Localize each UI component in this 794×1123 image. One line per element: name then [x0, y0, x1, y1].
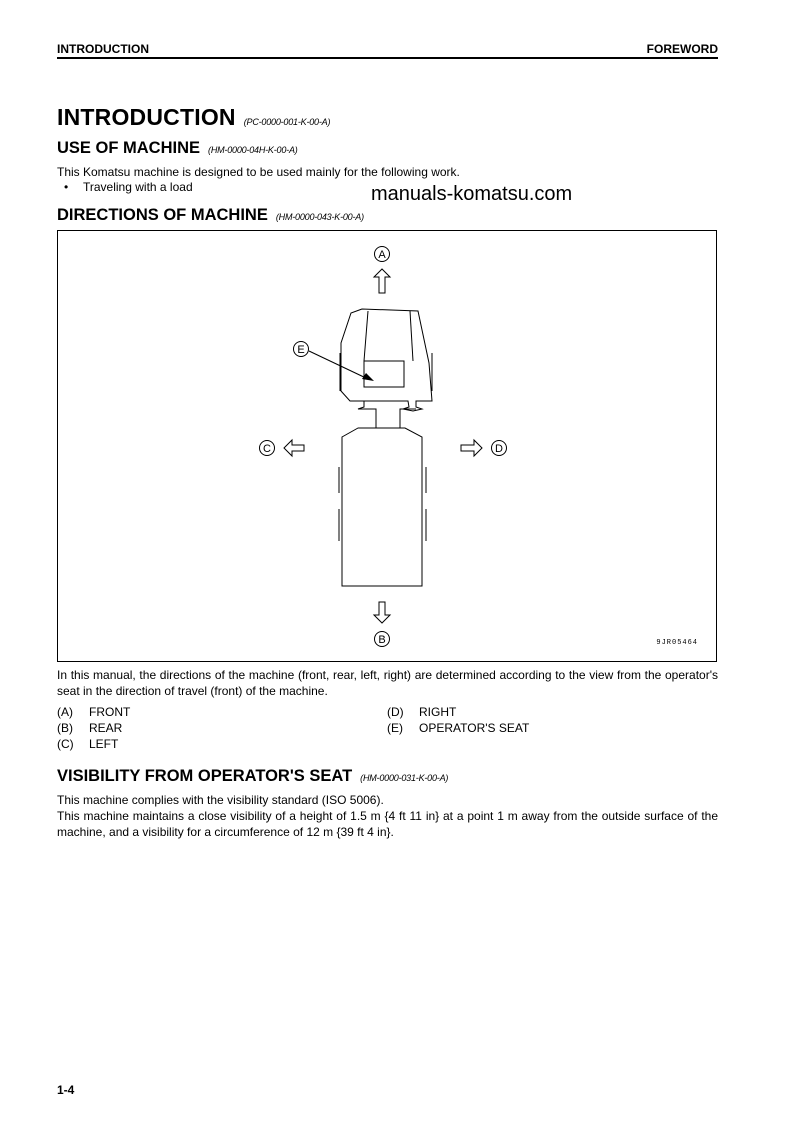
header-section-left: INTRODUCTION	[57, 42, 149, 56]
direction-item-seat	[387, 721, 529, 735]
use-of-machine-code: (HM-0000-04H-K-00-A)	[208, 145, 298, 155]
header-divider	[57, 57, 718, 59]
direction-letter: (B)	[57, 721, 73, 735]
directions-text: In this manual, the directions of the machine (front, rear, left, right) are determined according to the view from the operator's seat in the direction of travel (front) of the machine.	[57, 668, 718, 698]
direction-label: FRONT	[89, 705, 131, 719]
rear-label: B	[378, 634, 386, 646]
figure-code: 9JR05464	[656, 639, 698, 647]
right-arrow-icon	[461, 440, 482, 456]
direction-letter: (E)	[387, 721, 403, 735]
direction-item-front	[57, 705, 130, 719]
page-title	[57, 104, 330, 131]
front-arrow-icon	[374, 269, 390, 293]
articulation-joint	[358, 401, 416, 428]
direction-item-rear	[57, 721, 122, 735]
use-of-machine-heading-text: USE OF MACHINE	[57, 139, 201, 157]
front-frame-line	[410, 311, 413, 361]
bullet-text: Traveling with a load	[83, 180, 193, 194]
directions-heading	[57, 206, 364, 225]
use-of-machine-bullet	[64, 180, 193, 194]
watermark-text: manuals-komatsu.com	[371, 183, 573, 205]
page-number: 1-4	[57, 1083, 75, 1097]
operator-seat-box	[364, 361, 404, 387]
rear-frame-outline	[342, 428, 422, 586]
directions-heading-text: DIRECTIONS OF MACHINE	[57, 206, 268, 224]
seat-label: E	[297, 344, 305, 356]
bullet-mark: •	[64, 180, 69, 194]
use-of-machine-text: This Komatsu machine is designed to be used mainly for the following work.	[57, 165, 460, 179]
direction-letter: (D)	[387, 705, 404, 719]
page-title-code: (PC-0000-001-K-00-A)	[243, 117, 331, 127]
direction-label: LEFT	[89, 737, 119, 751]
direction-label: RIGHT	[419, 705, 457, 719]
visibility-text-2: This machine maintains a close visibility of a height of 1.5 m {4 ft 11 in} at a point 1 m away from the outside surface of the machine, and a visibility for a circumference of 12 m {39 ft 4 in}.	[57, 809, 718, 839]
left-label: C	[263, 443, 271, 455]
visibility-heading	[57, 767, 448, 786]
direction-item-right	[387, 705, 456, 719]
header-section-right: FOREWORD	[646, 42, 718, 56]
front-label: A	[378, 249, 386, 261]
front-frame-outline	[341, 309, 432, 411]
seat-leader-line	[309, 351, 368, 379]
direction-label: OPERATOR'S SEAT	[419, 721, 530, 735]
directions-code: (HM-0000-043-K-00-A)	[275, 212, 364, 222]
direction-label: REAR	[89, 721, 123, 735]
use-of-machine-heading	[57, 139, 298, 158]
visibility-text-1: This machine complies with the visibility standard (ISO 5006).	[57, 793, 384, 807]
direction-item-left	[57, 737, 118, 751]
visibility-code: (HM-0000-031-K-00-A)	[360, 773, 449, 783]
visibility-heading-text: VISIBILITY FROM OPERATOR'S SEAT	[57, 767, 353, 785]
front-frame-line	[364, 311, 368, 361]
direction-letter: (A)	[57, 705, 73, 719]
right-label: D	[495, 443, 503, 455]
page-title-text: INTRODUCTION	[57, 104, 236, 130]
left-arrow-icon	[284, 440, 304, 456]
rear-arrow-icon	[374, 602, 390, 623]
machine-diagram	[58, 231, 716, 661]
directions-figure	[57, 230, 717, 662]
direction-letter: (C)	[57, 737, 74, 751]
